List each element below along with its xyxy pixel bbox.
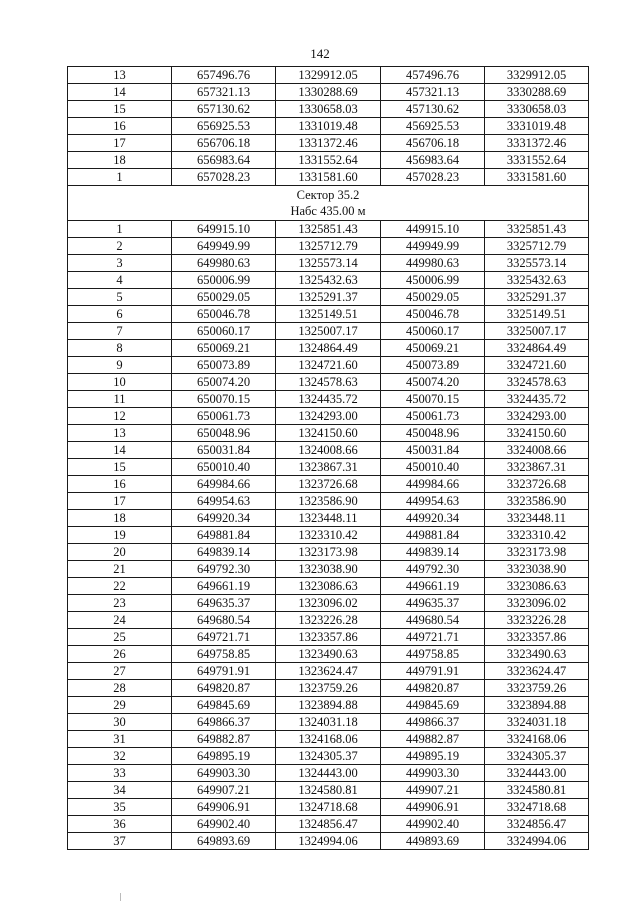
table-row [68, 221, 589, 238]
x-coord-alt-cell: 449845.69 [381, 697, 485, 714]
y-coord-cell: 1331019.48 [276, 118, 381, 135]
x-coord-cell: 650061.73 [172, 408, 276, 425]
x-coord-alt-cell: 449635.37 [381, 595, 485, 612]
table-row [68, 152, 589, 169]
table-row [68, 476, 589, 493]
y-coord-alt-cell: 3323726.68 [485, 476, 589, 493]
y-coord-alt-cell: 3324864.49 [485, 340, 589, 357]
table-row [68, 799, 589, 816]
y-coord-alt-cell: 3330288.69 [485, 84, 589, 101]
point-number-cell: 17 [68, 135, 172, 152]
table-row [68, 238, 589, 255]
y-coord-alt-cell: 3330658.03 [485, 101, 589, 118]
table-row [68, 272, 589, 289]
x-coord-alt-cell: 449881.84 [381, 527, 485, 544]
point-number-cell: 34 [68, 782, 172, 799]
x-coord-alt-cell: 449661.19 [381, 578, 485, 595]
table-row [68, 765, 589, 782]
y-coord-alt-cell: 3324994.06 [485, 833, 589, 850]
y-coord-cell: 1323310.42 [276, 527, 381, 544]
x-coord-alt-cell: 450006.99 [381, 272, 485, 289]
x-coord-alt-cell: 449954.63 [381, 493, 485, 510]
y-coord-cell: 1323448.11 [276, 510, 381, 527]
x-coord-cell: 649680.54 [172, 612, 276, 629]
y-coord-cell: 1323096.02 [276, 595, 381, 612]
y-coord-alt-cell: 3323086.63 [485, 578, 589, 595]
y-coord-cell: 1324578.63 [276, 374, 381, 391]
table-row [68, 357, 589, 374]
point-number-cell: 28 [68, 680, 172, 697]
y-coord-cell: 1330288.69 [276, 84, 381, 101]
point-number-cell: 18 [68, 152, 172, 169]
y-coord-cell: 1324031.18 [276, 714, 381, 731]
y-coord-alt-cell: 3323894.88 [485, 697, 589, 714]
x-coord-cell: 650060.17 [172, 323, 276, 340]
point-number-cell: 37 [68, 833, 172, 850]
x-coord-alt-cell: 450073.89 [381, 357, 485, 374]
table-row [68, 561, 589, 578]
y-coord-alt-cell: 3325432.63 [485, 272, 589, 289]
table-row [68, 680, 589, 697]
point-number-cell: 4 [68, 272, 172, 289]
x-coord-cell: 649661.19 [172, 578, 276, 595]
point-number-cell: 2 [68, 238, 172, 255]
table-row [68, 578, 589, 595]
point-number-cell: 5 [68, 289, 172, 306]
table-row [68, 731, 589, 748]
y-coord-cell: 1323894.88 [276, 697, 381, 714]
y-coord-alt-cell: 3323448.11 [485, 510, 589, 527]
table-row [68, 340, 589, 357]
y-coord-alt-cell: 3324718.68 [485, 799, 589, 816]
y-coord-alt-cell: 3324721.60 [485, 357, 589, 374]
point-number-cell: 30 [68, 714, 172, 731]
x-coord-cell: 650046.78 [172, 306, 276, 323]
y-coord-cell: 1324008.66 [276, 442, 381, 459]
x-coord-alt-cell: 450061.73 [381, 408, 485, 425]
y-coord-alt-cell: 3325007.17 [485, 323, 589, 340]
x-coord-cell: 649820.87 [172, 680, 276, 697]
y-coord-alt-cell: 3324443.00 [485, 765, 589, 782]
x-coord-cell: 649906.91 [172, 799, 276, 816]
x-coord-alt-cell: 450060.17 [381, 323, 485, 340]
x-coord-alt-cell: 450031.84 [381, 442, 485, 459]
point-number-cell: 32 [68, 748, 172, 765]
point-number-cell: 10 [68, 374, 172, 391]
table-row [68, 629, 589, 646]
point-number-cell: 21 [68, 561, 172, 578]
x-coord-cell: 650073.89 [172, 357, 276, 374]
table-row [68, 748, 589, 765]
point-number-cell: 24 [68, 612, 172, 629]
y-coord-alt-cell: 3329912.05 [485, 67, 589, 84]
y-coord-cell: 1324150.60 [276, 425, 381, 442]
point-number-cell: 13 [68, 425, 172, 442]
table-row [68, 663, 589, 680]
x-coord-cell: 656706.18 [172, 135, 276, 152]
y-coord-alt-cell: 3331552.64 [485, 152, 589, 169]
y-coord-cell: 1329912.05 [276, 67, 381, 84]
x-coord-cell: 649758.85 [172, 646, 276, 663]
x-coord-cell: 649895.19 [172, 748, 276, 765]
x-coord-alt-cell: 457028.23 [381, 169, 485, 186]
y-coord-alt-cell: 3323586.90 [485, 493, 589, 510]
x-coord-alt-cell: 449920.34 [381, 510, 485, 527]
table-row [68, 169, 589, 186]
y-coord-cell: 1324864.49 [276, 340, 381, 357]
table-row [68, 118, 589, 135]
y-coord-cell: 1324580.81 [276, 782, 381, 799]
y-coord-cell: 1331552.64 [276, 152, 381, 169]
y-coord-alt-cell: 3331372.46 [485, 135, 589, 152]
y-coord-cell: 1323586.90 [276, 493, 381, 510]
y-coord-alt-cell: 3324305.37 [485, 748, 589, 765]
sector-header-cell [68, 186, 589, 221]
point-number-cell: 12 [68, 408, 172, 425]
x-coord-cell: 649845.69 [172, 697, 276, 714]
point-number-cell: 22 [68, 578, 172, 595]
table-row [68, 833, 589, 850]
x-coord-alt-cell: 449984.66 [381, 476, 485, 493]
table-row [68, 135, 589, 152]
y-coord-alt-cell: 3324580.81 [485, 782, 589, 799]
x-coord-alt-cell: 449949.99 [381, 238, 485, 255]
x-coord-cell: 650069.21 [172, 340, 276, 357]
y-coord-alt-cell: 3324293.00 [485, 408, 589, 425]
point-number-cell: 27 [68, 663, 172, 680]
x-coord-alt-cell: 457130.62 [381, 101, 485, 118]
x-coord-alt-cell: 456706.18 [381, 135, 485, 152]
x-coord-alt-cell: 449915.10 [381, 221, 485, 238]
y-coord-cell: 1325712.79 [276, 238, 381, 255]
point-number-cell: 35 [68, 799, 172, 816]
table-row [68, 323, 589, 340]
x-coord-cell: 650029.05 [172, 289, 276, 306]
point-number-cell: 7 [68, 323, 172, 340]
x-coord-cell: 650031.84 [172, 442, 276, 459]
table-row [68, 374, 589, 391]
point-number-cell: 14 [68, 84, 172, 101]
x-coord-alt-cell: 450074.20 [381, 374, 485, 391]
y-coord-alt-cell: 3323096.02 [485, 595, 589, 612]
point-number-cell: 17 [68, 493, 172, 510]
table-row [68, 612, 589, 629]
table-row [68, 425, 589, 442]
y-coord-cell: 1324443.00 [276, 765, 381, 782]
table-row [68, 101, 589, 118]
x-coord-alt-cell: 449721.71 [381, 629, 485, 646]
x-coord-cell: 649839.14 [172, 544, 276, 561]
table-row [68, 510, 589, 527]
sector-header-row [68, 186, 589, 221]
x-coord-alt-cell: 456925.53 [381, 118, 485, 135]
point-number-cell: 6 [68, 306, 172, 323]
x-coord-cell: 649920.34 [172, 510, 276, 527]
y-coord-alt-cell: 3324435.72 [485, 391, 589, 408]
y-coord-alt-cell: 3323310.42 [485, 527, 589, 544]
y-coord-cell: 1323490.63 [276, 646, 381, 663]
y-coord-alt-cell: 3324856.47 [485, 816, 589, 833]
y-coord-alt-cell: 3325851.43 [485, 221, 589, 238]
scan-artifact-mark [120, 893, 121, 901]
x-coord-cell: 650010.40 [172, 459, 276, 476]
point-number-cell: 16 [68, 118, 172, 135]
y-coord-cell: 1323086.63 [276, 578, 381, 595]
y-coord-alt-cell: 3323226.28 [485, 612, 589, 629]
x-coord-cell: 650074.20 [172, 374, 276, 391]
table-row [68, 544, 589, 561]
x-coord-cell: 649882.87 [172, 731, 276, 748]
table-row [68, 646, 589, 663]
rows-before-sector [68, 67, 589, 186]
table-row [68, 442, 589, 459]
x-coord-alt-cell: 450029.05 [381, 289, 485, 306]
y-coord-alt-cell: 3324168.06 [485, 731, 589, 748]
x-coord-cell: 656983.64 [172, 152, 276, 169]
y-coord-cell: 1324721.60 [276, 357, 381, 374]
table-row [68, 697, 589, 714]
x-coord-cell: 649791.91 [172, 663, 276, 680]
y-coord-cell: 1323726.68 [276, 476, 381, 493]
table-row [68, 782, 589, 799]
x-coord-alt-cell: 449906.91 [381, 799, 485, 816]
y-coord-alt-cell: 3324578.63 [485, 374, 589, 391]
y-coord-cell: 1323038.90 [276, 561, 381, 578]
point-number-cell: 13 [68, 67, 172, 84]
table-row [68, 289, 589, 306]
x-coord-alt-cell: 450010.40 [381, 459, 485, 476]
x-coord-cell: 649980.63 [172, 255, 276, 272]
y-coord-cell: 1324305.37 [276, 748, 381, 765]
x-coord-cell: 650070.15 [172, 391, 276, 408]
table-row [68, 391, 589, 408]
y-coord-cell: 1324168.06 [276, 731, 381, 748]
x-coord-alt-cell: 457496.76 [381, 67, 485, 84]
y-coord-alt-cell: 3323759.26 [485, 680, 589, 697]
table-row [68, 306, 589, 323]
y-coord-cell: 1323357.86 [276, 629, 381, 646]
point-number-cell: 1 [68, 221, 172, 238]
point-number-cell: 11 [68, 391, 172, 408]
x-coord-alt-cell: 449882.87 [381, 731, 485, 748]
x-coord-alt-cell: 450070.15 [381, 391, 485, 408]
x-coord-cell: 649635.37 [172, 595, 276, 612]
x-coord-cell: 649792.30 [172, 561, 276, 578]
x-coord-cell: 656925.53 [172, 118, 276, 135]
x-coord-alt-cell: 450048.96 [381, 425, 485, 442]
y-coord-cell: 1330658.03 [276, 101, 381, 118]
point-number-cell: 15 [68, 101, 172, 118]
x-coord-alt-cell: 449791.91 [381, 663, 485, 680]
x-coord-alt-cell: 449758.85 [381, 646, 485, 663]
table-row [68, 459, 589, 476]
x-coord-alt-cell: 457321.13 [381, 84, 485, 101]
y-coord-alt-cell: 3324150.60 [485, 425, 589, 442]
point-number-cell: 31 [68, 731, 172, 748]
table-row [68, 595, 589, 612]
point-number-cell: 20 [68, 544, 172, 561]
y-coord-cell: 1323173.98 [276, 544, 381, 561]
y-coord-alt-cell: 3325291.37 [485, 289, 589, 306]
y-coord-cell: 1324994.06 [276, 833, 381, 850]
x-coord-cell: 649902.40 [172, 816, 276, 833]
y-coord-cell: 1325291.37 [276, 289, 381, 306]
point-number-cell: 23 [68, 595, 172, 612]
x-coord-cell: 650006.99 [172, 272, 276, 289]
y-coord-cell: 1323624.47 [276, 663, 381, 680]
y-coord-cell: 1325851.43 [276, 221, 381, 238]
coordinates-table [67, 66, 589, 850]
point-number-cell: 16 [68, 476, 172, 493]
x-coord-cell: 657496.76 [172, 67, 276, 84]
sector-subtitle: Набс 435.00 м [290, 204, 366, 218]
x-coord-alt-cell: 449792.30 [381, 561, 485, 578]
y-coord-alt-cell: 3331581.60 [485, 169, 589, 186]
point-number-cell: 29 [68, 697, 172, 714]
point-number-cell: 36 [68, 816, 172, 833]
x-coord-cell: 649949.99 [172, 238, 276, 255]
x-coord-cell: 649721.71 [172, 629, 276, 646]
point-number-cell: 8 [68, 340, 172, 357]
x-coord-cell: 649893.69 [172, 833, 276, 850]
y-coord-alt-cell: 3325712.79 [485, 238, 589, 255]
x-coord-alt-cell: 449895.19 [381, 748, 485, 765]
y-coord-cell: 1325149.51 [276, 306, 381, 323]
y-coord-cell: 1323867.31 [276, 459, 381, 476]
point-number-cell: 14 [68, 442, 172, 459]
y-coord-alt-cell: 3323038.90 [485, 561, 589, 578]
x-coord-cell: 649984.66 [172, 476, 276, 493]
x-coord-alt-cell: 449680.54 [381, 612, 485, 629]
x-coord-alt-cell: 449820.87 [381, 680, 485, 697]
x-coord-cell: 649903.30 [172, 765, 276, 782]
y-coord-alt-cell: 3324008.66 [485, 442, 589, 459]
x-coord-cell: 657028.23 [172, 169, 276, 186]
y-coord-alt-cell: 3323173.98 [485, 544, 589, 561]
page-number: 142 [310, 46, 330, 61]
table-row [68, 67, 589, 84]
x-coord-cell: 649915.10 [172, 221, 276, 238]
y-coord-cell: 1324718.68 [276, 799, 381, 816]
x-coord-cell: 649866.37 [172, 714, 276, 731]
table-row [68, 84, 589, 101]
x-coord-cell: 657321.13 [172, 84, 276, 101]
x-coord-alt-cell: 449866.37 [381, 714, 485, 731]
table-row [68, 255, 589, 272]
x-coord-alt-cell: 449839.14 [381, 544, 485, 561]
y-coord-cell: 1323226.28 [276, 612, 381, 629]
x-coord-cell: 657130.62 [172, 101, 276, 118]
x-coord-alt-cell: 449907.21 [381, 782, 485, 799]
y-coord-alt-cell: 3324031.18 [485, 714, 589, 731]
point-number-cell: 3 [68, 255, 172, 272]
y-coord-alt-cell: 3331019.48 [485, 118, 589, 135]
x-coord-cell: 649954.63 [172, 493, 276, 510]
y-coord-alt-cell: 3325149.51 [485, 306, 589, 323]
point-number-cell: 15 [68, 459, 172, 476]
point-number-cell: 26 [68, 646, 172, 663]
x-coord-alt-cell: 449893.69 [381, 833, 485, 850]
point-number-cell: 25 [68, 629, 172, 646]
table-row [68, 408, 589, 425]
y-coord-alt-cell: 3323357.86 [485, 629, 589, 646]
y-coord-cell: 1324435.72 [276, 391, 381, 408]
x-coord-alt-cell: 449980.63 [381, 255, 485, 272]
x-coord-alt-cell: 456983.64 [381, 152, 485, 169]
point-number-cell: 1 [68, 169, 172, 186]
x-coord-alt-cell: 450069.21 [381, 340, 485, 357]
y-coord-alt-cell: 3323490.63 [485, 646, 589, 663]
y-coord-cell: 1323759.26 [276, 680, 381, 697]
point-number-cell: 19 [68, 527, 172, 544]
x-coord-cell: 650048.96 [172, 425, 276, 442]
y-coord-cell: 1325573.14 [276, 255, 381, 272]
y-coord-alt-cell: 3325573.14 [485, 255, 589, 272]
sector-title: Сектор 35.2 [296, 188, 360, 202]
point-number-cell: 9 [68, 357, 172, 374]
rows-after-sector [68, 221, 589, 850]
y-coord-alt-cell: 3323624.47 [485, 663, 589, 680]
sector-header-group [68, 186, 589, 221]
y-coord-cell: 1331581.60 [276, 169, 381, 186]
table-row [68, 493, 589, 510]
y-coord-cell: 1325007.17 [276, 323, 381, 340]
x-coord-alt-cell: 449903.30 [381, 765, 485, 782]
table-row [68, 527, 589, 544]
y-coord-cell: 1324856.47 [276, 816, 381, 833]
y-coord-cell: 1324293.00 [276, 408, 381, 425]
x-coord-cell: 649907.21 [172, 782, 276, 799]
x-coord-alt-cell: 449902.40 [381, 816, 485, 833]
point-number-cell: 33 [68, 765, 172, 782]
point-number-cell: 18 [68, 510, 172, 527]
y-coord-cell: 1325432.63 [276, 272, 381, 289]
y-coord-alt-cell: 3323867.31 [485, 459, 589, 476]
x-coord-cell: 649881.84 [172, 527, 276, 544]
table-row [68, 714, 589, 731]
x-coord-alt-cell: 450046.78 [381, 306, 485, 323]
table-row [68, 816, 589, 833]
y-coord-cell: 1331372.46 [276, 135, 381, 152]
